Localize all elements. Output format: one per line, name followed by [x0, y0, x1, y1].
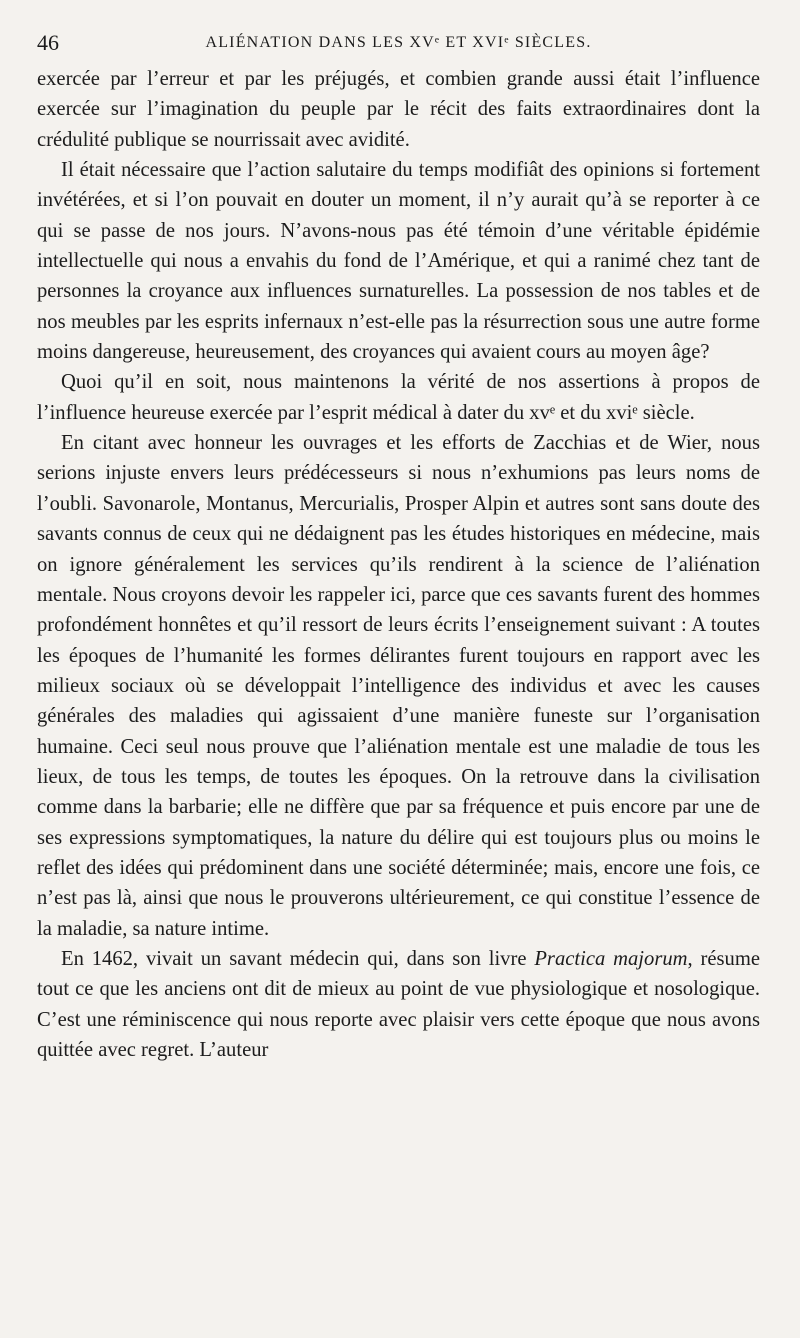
running-title: ALIÉNATION DANS LES XVᵉ ET XVIᵉ SIÈCLES.	[205, 34, 592, 51]
page-header	[37, 30, 760, 60]
paragraph-5-text-before: En 1462, vivait un savant médecin qui, dans son livre	[61, 947, 535, 970]
paragraph-5-text-after: , résume tout ce que les anciens ont dit de mieux au point de vue physiologique et nosologique. C’est une réminiscence qui nous reporte avec plaisir vers cette époque que nous avons quittée avec regret. L’auteur	[37, 947, 760, 1061]
page-number: 46	[37, 30, 59, 55]
paragraph-1: exercée par l’erreur et par les préjugés, et combien grande aussi était l’influence exercée sur l’imagination du peuple par le récit des faits extraordinaires dont la crédulité publique se nourrissait avec avidité.	[37, 68, 760, 151]
paragraph-4: En citant avec honneur les ouvrages et les efforts de Zacchias et de Wier, nous serions injuste envers leurs prédécesseurs si nous n’exhumions pas leurs noms de l’oubli. Savonarole, Montanus, Mercurialis, Prosper Alpin et autres sont sans doute des savants connus de ceux qui ne dédaignent pas les études historiques en médecine, mais on ignore généralement les services qu’ils rendirent à la science de l’aliénation mentale. Nous croyons devoir les rappeler ici, parce que ces savants furent des hommes profondément honnêtes et qu’il ressort de leurs écrits l’enseignement suivant : A toutes les époques de l’humanité les formes délirantes furent toujours en rapport avec les milieux sociaux où se développait l’intelligence des individus et avec les causes générales des maladies qui agissaient d’une manière funeste sur l’organisation humaine. Ceci seul nous prouve que l’aliénation mentale est une maladie de tous les lieux, de tous les temps, de toutes les époques. On la retrouve dans la civilisation comme dans la barbarie; elle ne diffère que par sa fréquence et puis encore par une de ses expressions symptomatiques, la nature du délire qui est toujours plus ou moins le reflet des idées qui prédominent dans une société déterminée; mais, encore une fois, ce n’est pas là, ainsi que nous le prouverons ultérieurement, ce qui constitue l’essence de la maladie, sa nature intime.	[37, 432, 760, 940]
paragraph-3: Quoi qu’il en soit, nous maintenons la vérité de nos assertions à propos de l’influence heureuse exercée par l’esprit médical à dater du xvᵉ et du xviᵉ siècle.	[37, 371, 760, 424]
book-title-italic: Practica majorum	[534, 947, 688, 970]
body-text	[37, 64, 760, 1065]
paragraph-5	[37, 944, 760, 1065]
paragraph-2: Il était nécessaire que l’action salutaire du temps modifiât des opinions si fortement invétérées, et si l’on pouvait en douter un moment, il n’y aurait qu’à se reporter à ce qui se passe de nos jours. N’avons-nous pas été témoin d’une véritable épidémie intellectuelle qui nous a envahis du fond de l’Amérique, et qui a ranimé chez tant de personnes la croyance aux influences surnaturelles. La possession de nos tables et de nos meubles par les esprits infernaux n’est-elle pas la résurrection sous une autre forme moins dangereuse, heureusement, des croyances qui avaient cours au moyen âge?	[37, 159, 760, 364]
